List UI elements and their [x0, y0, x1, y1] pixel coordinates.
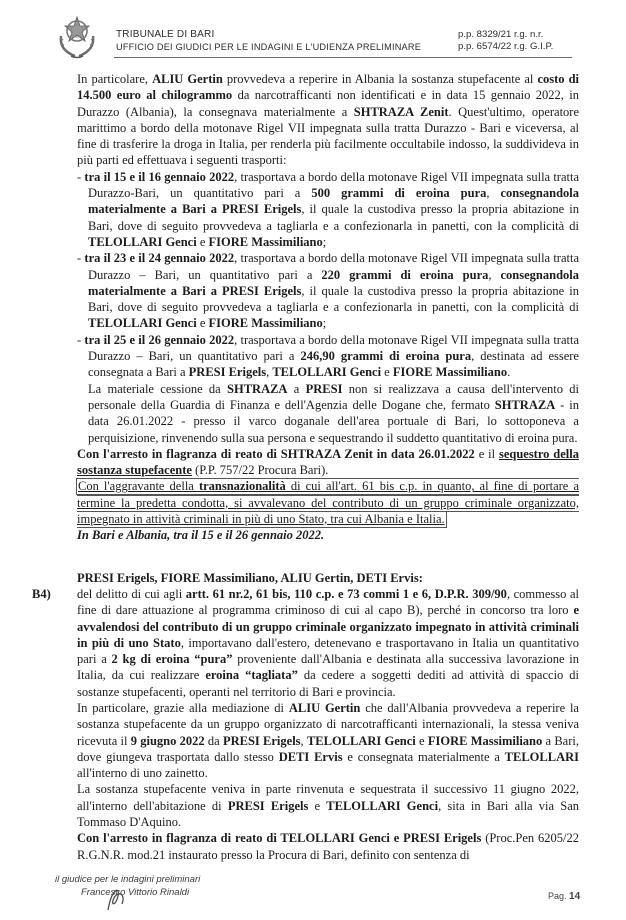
court-block: [116, 29, 421, 52]
seizure-paragraph: La sostanza stupefacente veniva in parte rinvenuta e sequestrata il successivo 11 giugno 2022, all'interno dell'abitazione di PRESI Erigels e TELOLLARI Genci, sita in Bari alla via San Tommaso D'Aquino.: [77, 782, 580, 830]
count-label: B4): [32, 586, 51, 601]
charge-paragraph: del delitto di cui agli artt. 61 nr.2, 61 bis, 110 c.p. e 73 commi 1 e 6, D.P.R. 309/90, commesso al fine di dare attuazione al programma criminoso di cui al capo B), perché in concorso tra loro e avvalendosi del contributo di un gruppo criminale organizzato impegnato in attività criminali in più di uno Stato, importavano dall'estero, detenevano e trasportavano in Italia un quantitativo pari a 2 kg di eroina “pura” proveniente dall'Albania e destinata alla successiva lavorazione in Italia, da cui realizzare eroina “tagliata” da cedere a soggetti dediti ad attività di spaccio di sostanze stupefacenti, operanti nel territorio di Bari e provincia.: [77, 586, 580, 699]
transport-item: - tra il 25 e il 26 gennaio 2022, trasportava a bordo della motonave Rigel VII impegnata sulla tratta Durazzo – Bari, un quantitativo pari a 246,90 grammi di eroina pura, destinata ad essere consegnata a Bari a PRESI Erigels, TELOLLARI Genci e FIORE Massimiliano.: [77, 332, 579, 380]
court-office: UFFICIO DEI GIUDICI PER LE INDAGINI E L'UDIENZA PRELIMINARE: [116, 42, 422, 52]
transport-item: - tra il 23 e il 24 gennaio 2022, trasportava a bordo della motonave Rigel VII impegnata sulla tratta Durazzo – Bari, un quantitativo pari a 220 grammi di eroina pura, consegnandola materialmente a Bari a PRESI Erigels, il quale la custodiva presso la propria abitazione in Bari, dove di seguito provvedeva a tagliarla e a confezionarla in panetti, con la complicità di TELOLLARI Genci e FIORE Massimiliano;: [77, 251, 579, 331]
intro-paragraph: In particolare, ALIU Gertin provvedeva a reperire in Albania la sostanza stupefacente al costo di 14.500 euro al chilogrammo da narcotrafficanti non identificati e in data 15 gennaio 2022, in Durazzo (Albania), la consegnava materialmente a SHTRAZA Zenit. Quest'ultimo, operatore marittimo a bordo della motonave Rigel VII impegnata sulla tratta Durazzo - Bari e viceversa, al fine di trasferire la droga in Italia, per renderla più facilmente occultabile indosso, la suddivideva in più parti ed effettuava i seguenti trasporti:: [77, 72, 580, 168]
ref-gip: p.p. 6574/22 r.g. G.I.P.: [458, 41, 554, 52]
italian-republic-emblem-icon: [55, 14, 99, 60]
handwritten-signature-icon: [102, 884, 132, 914]
page-number: Pag. 14: [548, 891, 581, 902]
judge-role: il giudice per le indagini preliminari: [55, 874, 201, 885]
aggravante-paragraph: Con l'aggravante della transnazionalità di cui all'art. 61 bis c.p. in quanto, al fine di portare a termine la predetta condotta, si avvalevano del contributo di un gruppo criminale organizzato, impegnato in attività criminali in più di uno Stato, tra cui Albania e Italia.: [77, 479, 579, 527]
arrest-paragraph: Con l'arresto in flagranza di reato di SHTRAZA Zenit in data 26.01.2022 e il sequestro della sostanza stupefacente (P.P. 757/22 Procura Bari).: [77, 446, 579, 478]
court-name: TRIBUNALE DI BARI: [116, 29, 215, 40]
ref-rgnr: p.p. 8329/21 r.g. n.r.: [458, 29, 544, 40]
judge-name: Francesco Vittorio Rinaldi: [81, 887, 190, 898]
case-references: [458, 29, 553, 53]
count-b4: [32, 586, 580, 863]
arrest-paragraph-2: Con l'arresto in flagranza di reato di TELOLLARI Genci e PRESI Erigels (Proc.Pen 6205/22 R.G.N.R. mod.21 instaurato presso la Procura di Bari, definito con sentenza di: [77, 831, 579, 862]
page-header: [0, 0, 626, 62]
header-divider: [114, 57, 572, 58]
cessione-paragraph: La materiale cessione da SHTRAZA a PRESI non si realizzava a causa dell'intervento di personale della Guardia di Finanza e dell'Agenzia delle Dogane che, fermato SHTRAZA - in data 26.01.2022 - presso il varco doganale dell'area portuale di Bari, lo sottoponeva a perquisizione, rinvenendo sulla sua persona e sequestrando il suddetto quantitativo di eroina pura.: [88, 381, 580, 445]
place-date: In Bari e Albania, tra il 15 e il 26 gennaio 2022.: [77, 528, 325, 543]
mediation-paragraph: In particolare, grazie alla mediazione di ALIU Gertin che dall'Albania provvedeva a reperire la sostanza stupefacente da un gruppo organizzato di narcotrafficanti internazionali, la stessa veniva ricevuta il 9 giugno 2022 da PRESI Erigels, TELOLLARI Genci e FIORE Massimiliano a Bari, dove giungeva trasportata dallo stesso DETI Ervis e consegnata materialmente a TELOLLARI all'interno di uno zainetto.: [77, 700, 580, 781]
document-body: [32, 71, 580, 863]
transport-item: - tra il 15 e il 16 gennaio 2022, trasportava a bordo della motonave Rigel VII impegnata sulla tratta Durazzo-Bari, un quantitativo pari a 500 grammi di eroina pura, consegnandola materialmente a Bari a PRESI Erigels, il quale la custodiva presso la propria abitazione in Bari, dove di seguito provvedeva a tagliarla e a confezionarla in panetti, con la complicità di TELOLLARI Genci e FIORE Massimiliano;: [77, 169, 579, 249]
defendants-list: PRESI Erigels, FIORE Massimiliano, ALIU Gertin, DETI Ervis:: [77, 570, 423, 585]
